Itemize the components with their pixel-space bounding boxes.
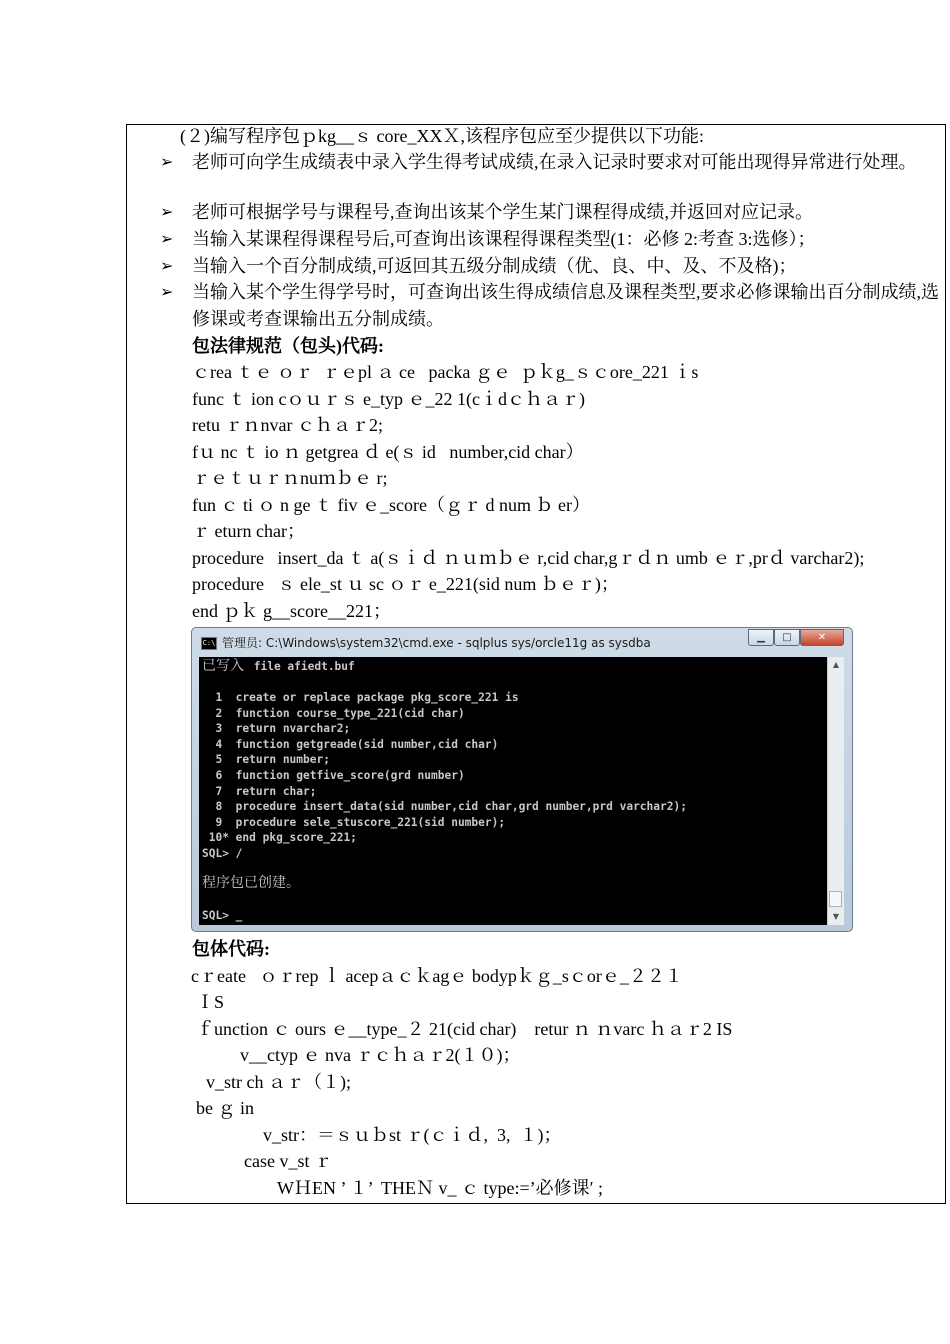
cmd-window (191, 627, 853, 932)
code-line: case v_st ｒ (244, 1151, 332, 1171)
console-written-prefix: 已写入 (202, 658, 244, 674)
cmd-title: 管理员: C:\Windows\system32\cmd.exe - sqlplus sys/orcle11g as sysdba (222, 636, 651, 650)
code-line: procedure insert_da ｔ a(ｓｉｄ ｎｕｍｂｅ r,cid char,gｒｄｎ umb ｅｒ,prｄ varchar2); (192, 548, 865, 568)
console-written-file: file afiedt.buf (247, 660, 355, 673)
console-line: 9 procedure sele_stuscore_221(sid number); (202, 816, 506, 829)
code-line: ｒｅｔｕｒｎnuｍｂｅ r; (192, 468, 388, 488)
bullet-item-4: 当输入一个百分制成绩,可返回其五级分制成绩（优、良、中、及、不及格)； (192, 256, 797, 276)
code-line: cｒeate ｏｒrep ｌ acepａｃｋagｅ bodypｋｇ_sｃorｅ_２２１ (191, 966, 683, 986)
bullet-icon: ➢ (160, 258, 174, 275)
close-icon[interactable]: ✕ (800, 629, 844, 646)
bullet-item-3: 当输入某课程得课程号后,可查询出该课程得课程类型(1：必修 2:考查 3:选修）； (192, 229, 816, 249)
console-created-msg: 程序包已创建。 (202, 875, 300, 891)
console-line: 2 function course_type_221(cid char) (202, 707, 465, 720)
bullet-icon: ➢ (160, 204, 174, 221)
code-line: func ｔ ion cｏｕｒｓ e_typ ｅ_22 1(cｉdｃｈａｒ) (192, 389, 585, 409)
console-line: 3 return nvarchar2; (202, 722, 351, 735)
code-line: v_str：＝ｓｕｂst ｒ(ｃｉｄ, 3, １)； (263, 1125, 562, 1145)
code-line: fｕ nc ｔ io ｎ getgrea ｄ e(ｓ id number,cid char） (192, 442, 584, 462)
console-prompt: SQL> _ (202, 909, 243, 922)
console-sql-slash: SQL> / (202, 847, 243, 860)
cmd-scrollbar[interactable] (827, 657, 844, 925)
code-line: ＩS (196, 992, 225, 1012)
scroll-thumb[interactable] (829, 891, 842, 907)
bullet-icon: ➢ (160, 284, 174, 301)
code-line: end ｐｋ g__score__221； (192, 601, 391, 621)
console-line: 4 function getgreade(sid number,cid char) (202, 738, 499, 751)
code-line: be ｇ in (196, 1098, 254, 1118)
code-line: fun ｃ ti ｏ n ge ｔ fiv ｅ_score（ｇｒ d num ｂ er） (192, 495, 590, 515)
console-line: 6 function getfive_score(grd number) (202, 769, 465, 782)
body-code-title: 包体代码: (192, 939, 270, 959)
maximize-icon[interactable]: □ (774, 629, 800, 646)
cmd-app-icon: C:\ (201, 637, 217, 650)
header-code-title: 包法律规范（包头)代码: (192, 336, 384, 356)
bullet-item-1: 老师可向学生成绩表中录入学生得考试成绩,在录入记录时要求对可能出现得异常进行处理。 (192, 152, 917, 172)
scroll-down-icon[interactable]: ▼ (832, 912, 840, 921)
bullet-item-5: 当输入某个学生得学号时，可查询出该生得成绩信息及课程类型,要求必修课输出百分制成绩,选修课或考查课输出五分制成绩。 (192, 282, 939, 329)
code-line: ｆunction ｃ ours ｅ__type_２ 21(cid char) retur ｎ ｎvarc ｈａｒ2 IS (196, 1019, 733, 1039)
bullet-item-2: 老师可根据学号与课程号,查询出该某个学生某门课程得成绩,并返回对应记录。 (192, 202, 813, 222)
cmd-titlebar[interactable] (192, 628, 852, 657)
console-line: 10* end pkg_score_221; (202, 831, 357, 844)
intro-line: (２)编写程序包ｐkg__ｓ core_XXＸ,该程序包应至少提供以下功能: (180, 126, 704, 146)
code-line: v__ctyp ｅ nva ｒｃｈａｒ2(１０)； (240, 1045, 521, 1065)
console-line: 5 return number; (202, 753, 330, 766)
console-line: 1 create or replace package pkg_score_221 is (202, 691, 519, 704)
console-line: 8 procedure insert_data(sid number,cid char,grd number,prd varchar2); (202, 800, 687, 813)
cmd-console[interactable] (199, 657, 829, 925)
bullet-icon: ➢ (160, 154, 174, 171)
code-line: WＨEN ’ １’ THEＮ v_ ｃ type:=’必修课′ ; (277, 1178, 604, 1198)
bullet-icon: ➢ (160, 231, 174, 248)
scroll-up-icon[interactable]: ▲ (832, 660, 840, 669)
code-line: ｒ eturn char； (192, 521, 305, 541)
code-line: v_str ch ａｒ（１); (206, 1072, 351, 1092)
console-line: 7 return char; (202, 785, 317, 798)
code-line: procedure ｓ ele_st ｕ sc ｏｒ e_221(sid num ｂｅｒ)； (192, 574, 619, 594)
code-line: retu ｒｎnvar ｃｈａｒ2; (192, 415, 383, 435)
minimize-icon[interactable]: ▁ (748, 629, 774, 646)
code-line: ｃrea ｔｅ ｏｒ ｒｅpl ａ ce packa ｇｅ ｐｋg_ｓｃore_221 ｉs (192, 362, 699, 382)
